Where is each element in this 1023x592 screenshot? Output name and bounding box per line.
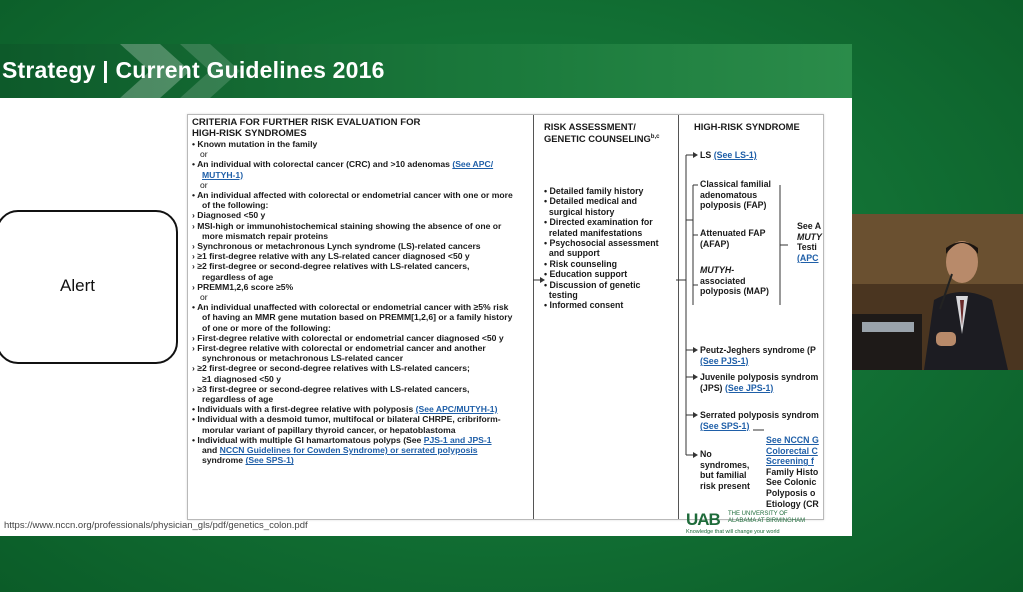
criteria-text: › Diagnosed <50 y bbox=[192, 210, 266, 221]
fap-line-1: Classical familial bbox=[700, 179, 771, 189]
criteria-text: › First-degree relative with colorectal or endometrial cancer diagnosed <50 y bbox=[192, 332, 504, 343]
criteria-text: › PREMM1,2,6 score ≥5% bbox=[192, 281, 294, 292]
criteria-link[interactable]: (See SPS-1) bbox=[245, 455, 294, 466]
alert-label: Alert bbox=[60, 276, 95, 295]
nccn-line-6: Polyposis o bbox=[766, 487, 816, 498]
criteria-text: or bbox=[200, 292, 208, 303]
nccn-line-2[interactable]: Colorectal C bbox=[766, 445, 818, 456]
criteria-text: › ≥2 first-degree or second-degree relatives with LS-related cancers, bbox=[192, 261, 470, 272]
criteria-text: • Individuals with a first-degree relative with polyposis bbox=[192, 404, 416, 415]
nccn-line-1[interactable]: See NCCN G bbox=[766, 435, 819, 445]
criteria-text: ≥1 diagnosed <50 y bbox=[202, 373, 281, 384]
uab-logo-name bbox=[728, 511, 805, 525]
no-syndrome-line-1: No bbox=[700, 449, 712, 459]
syndrome-pjs bbox=[700, 345, 816, 366]
syndrome-afap bbox=[700, 228, 766, 249]
risk-item: • Education support bbox=[544, 269, 628, 280]
criteria-link[interactable]: MUTYH-1) bbox=[202, 169, 244, 180]
criteria-text: of one or more of the following: bbox=[202, 322, 331, 333]
afap-line-1: Attenuated FAP bbox=[700, 228, 766, 238]
ls-label: LS bbox=[700, 150, 714, 160]
afap-line-2: (AFAP) bbox=[700, 238, 730, 249]
criteria-text: of having an MMR gene mutation based on PREMM[1,2,6] or a family history bbox=[202, 312, 513, 323]
sps-link[interactable]: (See SPS-1) bbox=[700, 420, 750, 431]
criteria-link[interactable]: PJS-1 and JPS-1 bbox=[423, 434, 492, 445]
see-apc-mutyh-note bbox=[797, 221, 822, 263]
nccn-line-3[interactable]: Screening f bbox=[766, 456, 814, 467]
no-syndrome bbox=[700, 449, 750, 491]
criteria-text: more mismatch repair proteins bbox=[202, 230, 329, 241]
risk-header-line-1: RISK ASSESSMENT/ bbox=[544, 121, 636, 132]
see-apc-line-3: Testi bbox=[797, 242, 817, 253]
sps-line-1: Serrated polyposis syndrom bbox=[700, 410, 819, 420]
criteria-text: regardless of age bbox=[202, 271, 274, 282]
fap-line-3: polyposis (FAP) bbox=[700, 200, 767, 211]
slide-title: Strategy | Current Guidelines 2016 bbox=[2, 57, 385, 83]
syndrome-fap bbox=[700, 179, 771, 211]
criteria-text: of the following: bbox=[202, 200, 269, 211]
syndrome-sps bbox=[700, 410, 819, 431]
criteria-text: › ≥2 first-degree or second-degree relatives with LS-related cancers; bbox=[192, 363, 470, 374]
map-line-3: polyposis (MAP) bbox=[700, 286, 769, 297]
criteria-text: • Known mutation in the family bbox=[192, 139, 318, 149]
jps-line-2 bbox=[700, 383, 818, 394]
no-syndrome-line-2: syndromes, bbox=[700, 459, 750, 470]
syndrome-header bbox=[694, 121, 800, 132]
map-line-1-text: MUTYH- bbox=[700, 265, 735, 275]
see-apc-line-2-text: MUTY bbox=[797, 231, 822, 242]
risk-item: • Psychosocial assessment bbox=[544, 238, 659, 249]
risk-item: testing bbox=[544, 290, 578, 301]
risk-item: • Detailed medical and bbox=[544, 196, 638, 207]
risk-item: and support bbox=[544, 248, 600, 259]
slide-title-bar bbox=[0, 44, 852, 98]
criteria-text: morular variant of papillary thyroid cancer, or hepatoblastoma bbox=[202, 424, 456, 435]
criteria-text: › ≥1 first-degree relative with any LS-related cancer diagnosed <50 y bbox=[192, 251, 470, 262]
nccn-line-5: See Colonic bbox=[766, 477, 817, 488]
uab-logo-name-1: THE UNIVERSITY OF bbox=[728, 511, 788, 517]
uab-tagline: Knowledge that will change your world bbox=[686, 529, 780, 535]
risk-item: • Informed consent bbox=[544, 300, 624, 311]
presentation-slide bbox=[0, 44, 852, 536]
nccn-line-7: Etiology (CR bbox=[766, 498, 819, 509]
risk-item: • Detailed family history bbox=[544, 186, 644, 196]
risk-header-superscript: b,c bbox=[650, 134, 660, 140]
criteria-text: and bbox=[202, 445, 220, 456]
fap-line-2: adenomatous bbox=[700, 189, 758, 200]
criteria-text: or bbox=[200, 149, 208, 160]
criteria-text: regardless of age bbox=[202, 394, 274, 405]
guideline-document bbox=[187, 114, 824, 520]
criteria-header-line-2: HIGH-RISK SYNDROMES bbox=[192, 128, 307, 139]
criteria-text: • Individual with a desmoid tumor, multifocal or bilateral CHRPE, cribriform- bbox=[192, 414, 501, 425]
criteria-text: › Synchronous or metachronous Lynch syndrome (LS)-related cancers bbox=[192, 241, 481, 252]
map-line-2: associated bbox=[700, 275, 746, 286]
risk-item: • Discussion of genetic bbox=[544, 279, 641, 290]
ls-link[interactable]: (See LS-1) bbox=[713, 150, 757, 160]
criteria-header-line-1: CRITERIA FOR FURTHER RISK EVALUATION FOR bbox=[192, 117, 421, 128]
criteria-text: • An individual unaffected with colorectal or endometrial cancer with ≥5% risk bbox=[192, 302, 509, 313]
risk-header-text: GENETIC COUNSELING bbox=[544, 133, 651, 145]
see-nccn-note bbox=[766, 435, 819, 509]
no-syndrome-line-3: but familial bbox=[700, 470, 747, 481]
jps-link[interactable]: (See JPS-1) bbox=[724, 382, 774, 393]
risk-item: • Directed examination for bbox=[544, 217, 653, 228]
nccn-line-4: Family Histo bbox=[766, 466, 819, 477]
criteria-text: › MSI-high or immunohistochemical staining showing the absence of one or bbox=[192, 220, 502, 231]
syndrome-map bbox=[700, 265, 769, 297]
see-apc-line-1: See A bbox=[797, 221, 822, 231]
pjs-line-1: Peutz-Jeghers syndrome (P bbox=[700, 345, 816, 355]
source-url: https://www.nccn.org/professionals/physician_gls/pdf/genetics_colon.pdf bbox=[4, 520, 308, 531]
jps-line-1: Juvenile polyposis syndrom bbox=[700, 372, 819, 382]
criteria-text: synchronous or metachronous LS-related cancer bbox=[202, 353, 404, 364]
no-syndrome-line-4: risk present bbox=[700, 480, 750, 491]
syndrome-jps bbox=[700, 372, 818, 393]
criteria-text: syndrome bbox=[202, 455, 246, 466]
speaker-video-thumbnail bbox=[852, 214, 1023, 370]
speaker-image bbox=[852, 214, 1023, 370]
criteria-link[interactable]: NCCN Guidelines for Cowden Syndrome) or serrated polyposis bbox=[219, 445, 478, 456]
risk-item: surgical history bbox=[544, 206, 615, 217]
risk-item: related manifestations bbox=[544, 227, 643, 238]
criteria-text: › ≥3 first-degree or second-degree relatives with LS-related cancers, bbox=[192, 383, 470, 394]
see-apc-line-2 bbox=[797, 232, 822, 243]
jps-line-2-text: (JPS) bbox=[700, 382, 725, 393]
pjs-link[interactable]: (See PJS-1) bbox=[700, 355, 749, 366]
criteria-text: • An individual with colorectal cancer (CRC) and >10 adenomas bbox=[192, 159, 453, 170]
criteria-text: or bbox=[200, 179, 208, 190]
map-line-1 bbox=[700, 265, 769, 276]
risk-item: • Risk counseling bbox=[544, 258, 617, 269]
uab-logo bbox=[686, 510, 826, 536]
criteria-text: › First-degree relative with colorectal or endometrial cancer and another bbox=[192, 343, 486, 354]
criteria-link[interactable]: (See APC/MUTYH-1) bbox=[415, 404, 498, 415]
criteria-text: • Individual with multiple GI hamartomatous polyps (See bbox=[192, 434, 424, 445]
uab-logo-name-2: ALABAMA AT BIRMINGHAM bbox=[728, 518, 806, 524]
criteria-link[interactable]: (See APC/ bbox=[452, 159, 494, 170]
uab-logo-mark: UAB bbox=[686, 510, 720, 529]
syndrome-header-text: HIGH-RISK SYNDROME bbox=[694, 121, 800, 132]
syndrome-ls bbox=[700, 150, 757, 161]
criteria-text: • An individual affected with colorectal or endometrial cancer with one or more bbox=[192, 190, 513, 201]
see-apc-line-4[interactable]: (APC bbox=[797, 252, 819, 263]
